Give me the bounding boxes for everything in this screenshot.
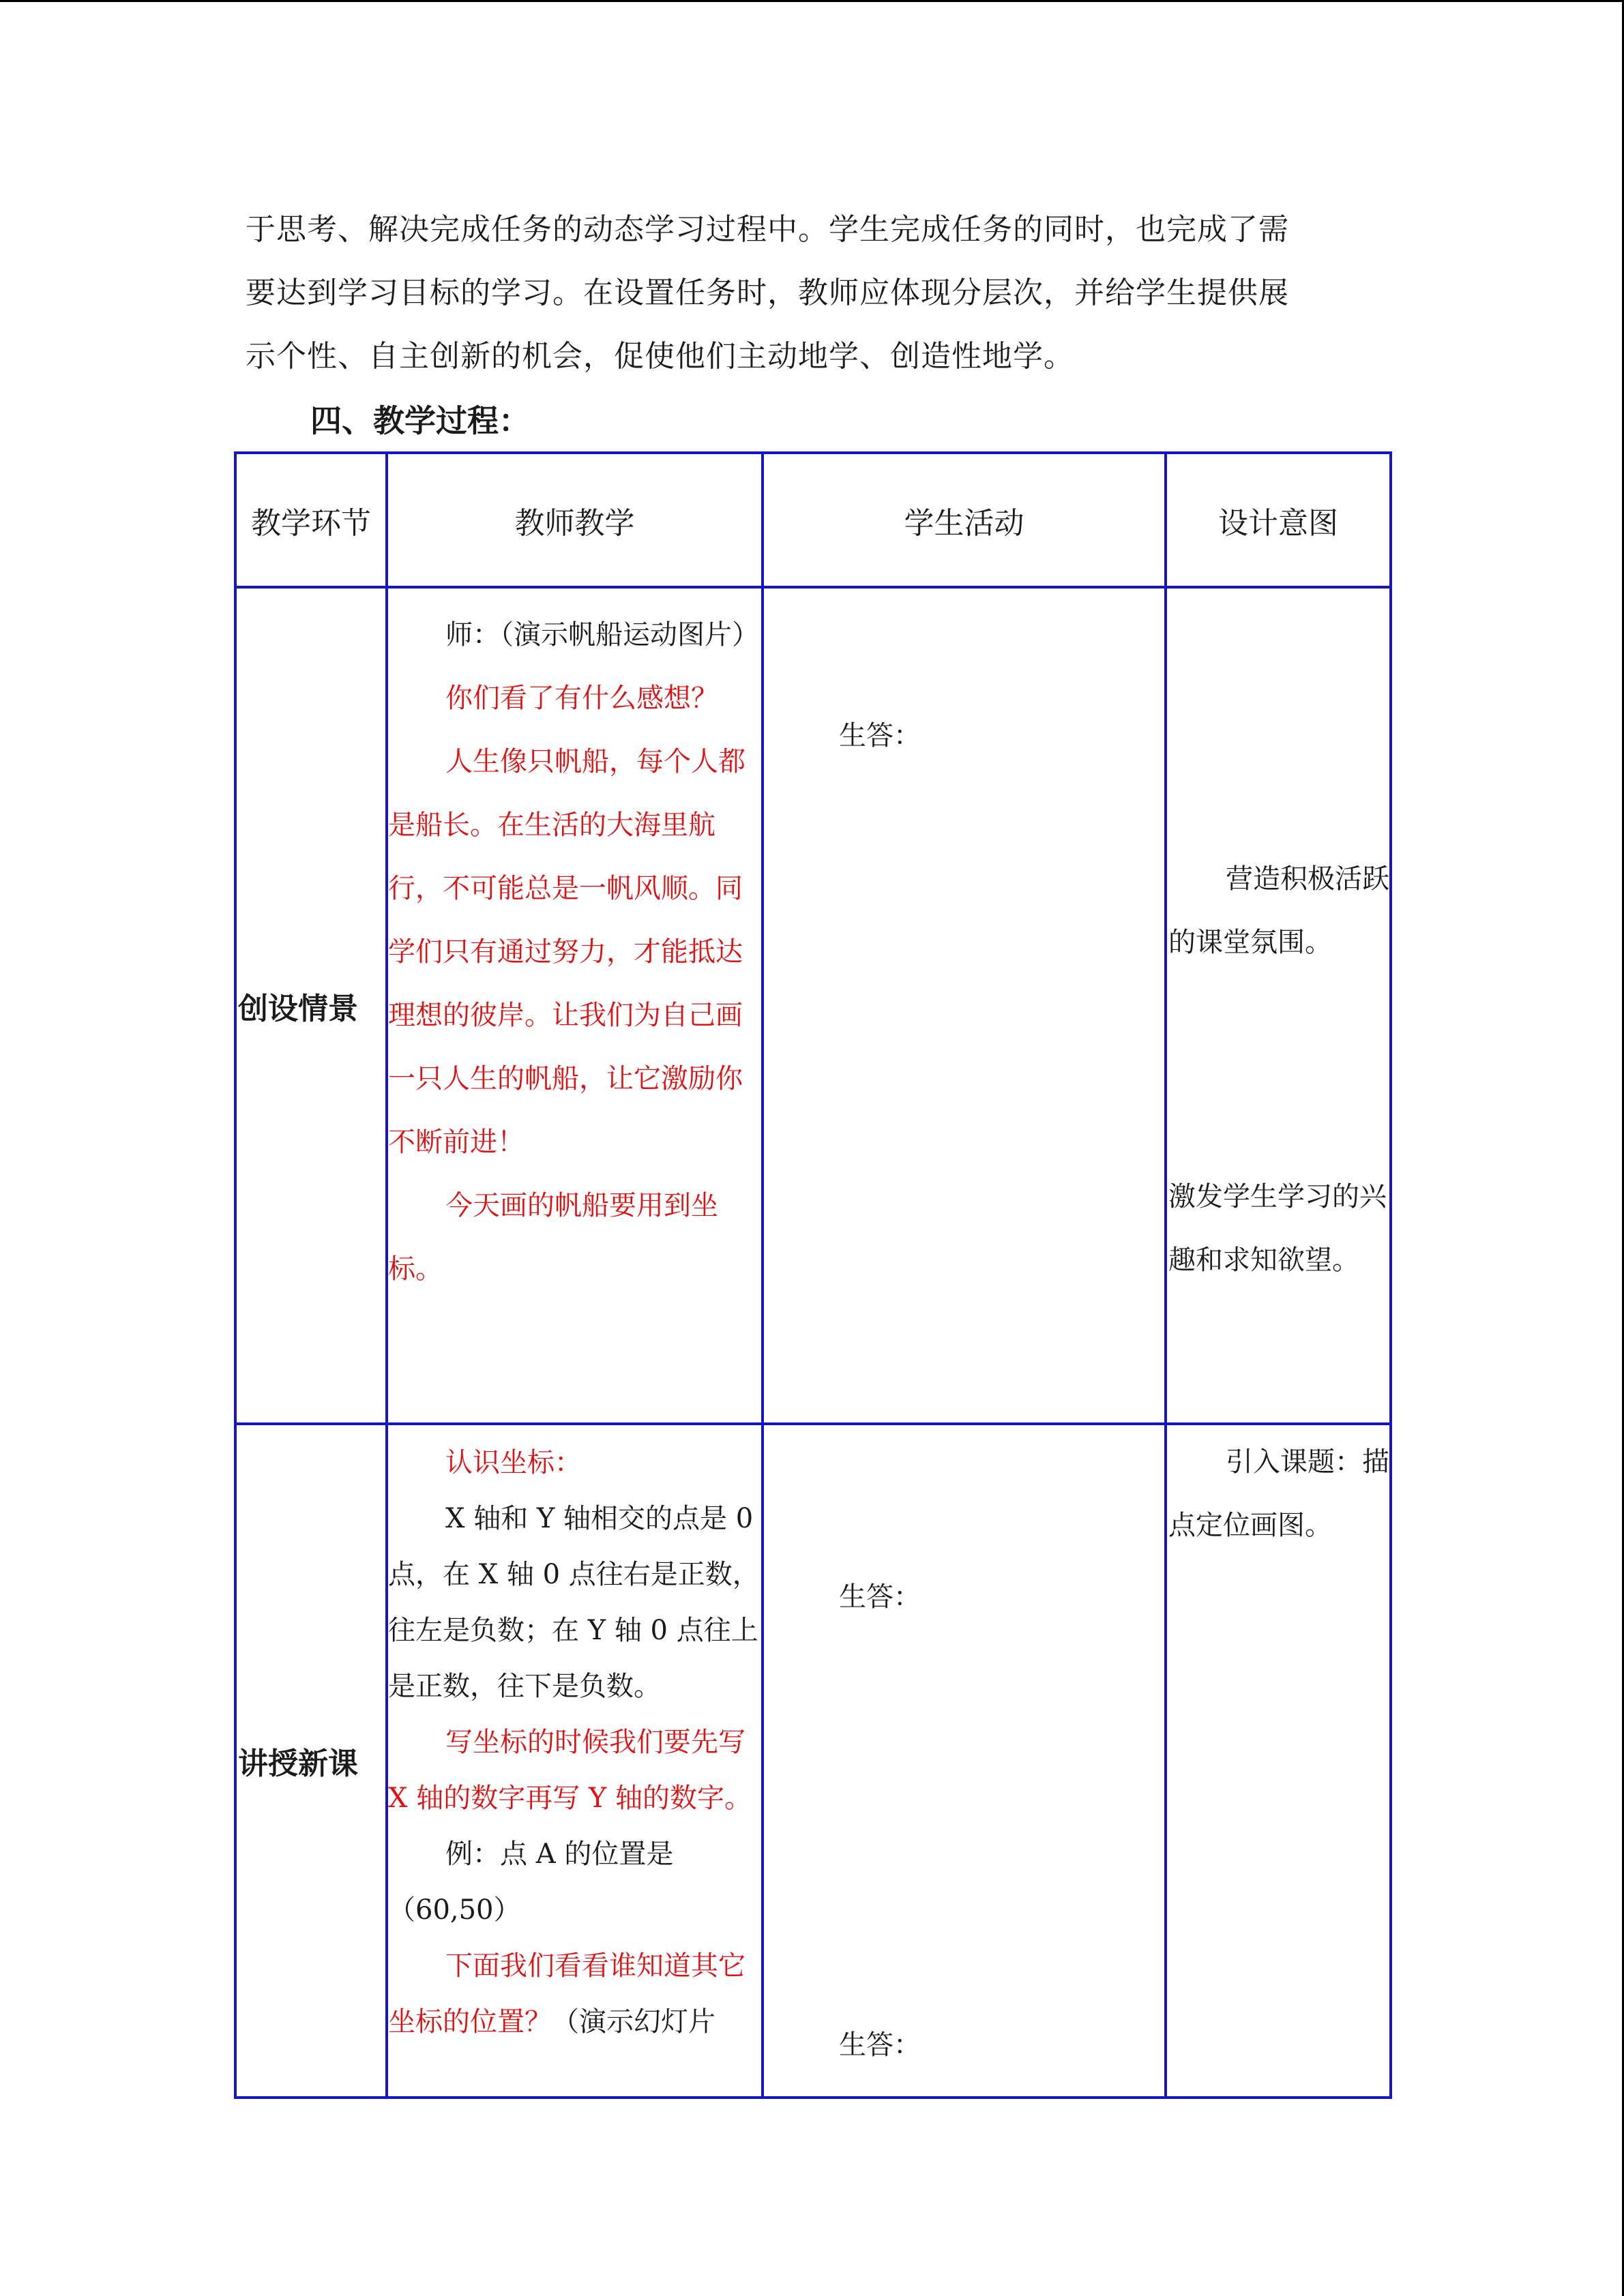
teacher-text: 例：点 A 的位置是（60,50） bbox=[388, 1838, 674, 1926]
student-answer: 生答： bbox=[839, 1581, 921, 1613]
intro-line: 示个性、自主创新的机会，促使他们主动地学、创造性地学。 bbox=[246, 339, 1074, 374]
student-answer: 生答： bbox=[839, 2029, 921, 2061]
teacher-text: 师：（演示帆船运动图片） bbox=[445, 619, 759, 651]
intent-cell bbox=[1166, 1424, 1391, 2098]
stage-cell: 讲授新课 bbox=[235, 1424, 387, 2098]
table-row bbox=[235, 1424, 1391, 2098]
intro-line: 要达到学习目标的学习。在设置任务时，教师应体现分层次，并给学生提供展 bbox=[246, 275, 1289, 310]
header-intent: 设计意图 bbox=[1166, 453, 1391, 587]
student-cell bbox=[763, 587, 1166, 1424]
intent-text: 引入课题：描点定位画图。 bbox=[1168, 1446, 1389, 1541]
teacher-text: 人生像只帆船，每个人都是船长。在生活的大海里航行，不可能总是一帆风顺。同学们只有通过努力，才能抵达理想的彼岸。让我们为自己画一只人生的帆船，让它激励你不断前进！ bbox=[388, 746, 745, 1158]
intent-text: 营造积极活跃的课堂氛围。 bbox=[1168, 863, 1389, 958]
teacher-question: 下面我们看看谁知道其它坐标的位置？ bbox=[388, 1950, 745, 2038]
header-student: 学生活动 bbox=[763, 453, 1166, 587]
teacher-text: 写坐标的时候我们要先写 X 轴的数字再写 Y 轴的数字。 bbox=[388, 1727, 752, 1814]
intro-line: 于思考、解决完成任务的动态学习过程中。学生完成任务的同时，也完成了需 bbox=[246, 212, 1289, 247]
table-row bbox=[235, 587, 1391, 1424]
intro-paragraph bbox=[246, 198, 1378, 388]
header-stage: 教学环节 bbox=[235, 453, 387, 587]
intent-text: 激发学生学习的兴趣和求知欲望。 bbox=[1168, 1181, 1387, 1276]
teacher-cell bbox=[387, 1424, 763, 2098]
teacher-text: 认识坐标： bbox=[445, 1447, 582, 1478]
stage-cell: 创设情景 bbox=[235, 587, 387, 1424]
teaching-process-table bbox=[234, 451, 1392, 2099]
teacher-note: （演示幻灯片 bbox=[552, 2006, 715, 2038]
header-teacher: 教师教学 bbox=[387, 453, 763, 587]
student-answer: 生答： bbox=[839, 720, 921, 751]
intent-cell bbox=[1166, 587, 1391, 1424]
teacher-question: 你们看了有什么感想？ bbox=[445, 683, 718, 714]
student-cell bbox=[763, 1424, 1166, 2098]
top-border-line bbox=[0, 0, 1624, 2]
teacher-text bbox=[388, 1938, 761, 2050]
table-header-row bbox=[235, 453, 1391, 587]
teacher-text: X 轴和 Y 轴相交的点是 0 点，在 X 轴 0 点往右是正数，往左是负数；在 Y 轴 0 点往上是正数，往下是负数。 bbox=[388, 1503, 760, 1702]
teacher-text: 今天画的帆船要用到坐标。 bbox=[388, 1190, 718, 1285]
section-heading: 四、教学过程： bbox=[310, 402, 530, 439]
teacher-cell bbox=[387, 587, 763, 1424]
